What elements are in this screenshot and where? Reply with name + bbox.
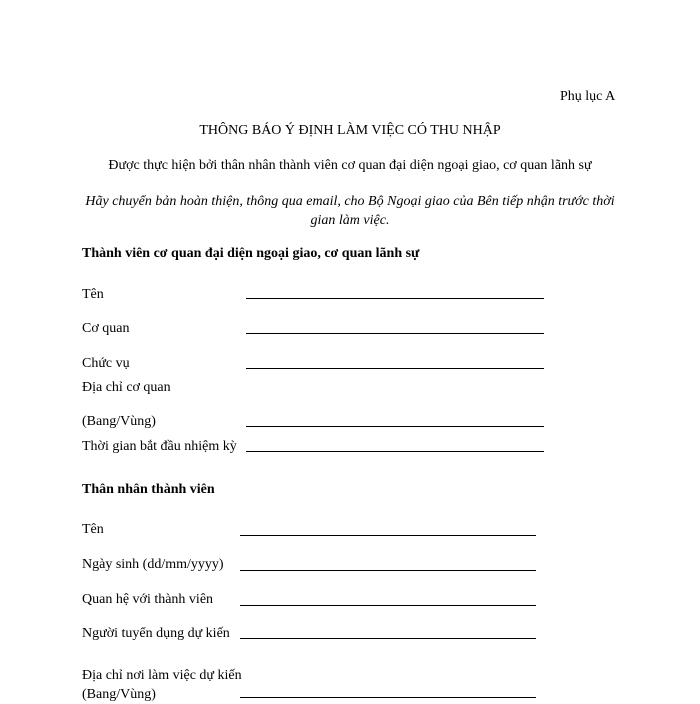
relative-employer-label: Người tuyển dụng dự kiến xyxy=(82,626,230,641)
relative-name-field[interactable] xyxy=(240,535,536,536)
relative-employer-field[interactable] xyxy=(240,638,536,639)
member-address-field[interactable] xyxy=(246,426,544,427)
relative-work-address-field[interactable] xyxy=(240,697,536,698)
member-agency-field[interactable] xyxy=(246,333,544,334)
relative-relation-label: Quan hệ với thành viên xyxy=(82,592,214,607)
member-agency-label: Cơ quan xyxy=(82,321,130,336)
document-title: THÔNG BÁO Ý ĐỊNH LÀM VIỆC CÓ THU NHẬP xyxy=(199,123,501,138)
relative-dob-label: Ngày sinh (dd/mm/yyyy) xyxy=(82,557,224,572)
relative-work-address-label: Địa chỉ nơi làm việc dự kiến (Bang/Vùng) xyxy=(82,668,242,702)
member-section-heading: Thành viên cơ quan đại diện ngoại giao, cơ quan lãnh sự xyxy=(82,246,420,261)
member-name-label: Tên xyxy=(82,287,104,302)
instruction-text: Hãy chuyển bản hoàn thiện, thông qua email, cho Bộ Ngoại giao của Bên tiếp nhận trước thời gian làm việc. xyxy=(85,194,615,228)
member-state-label: (Bang/Vùng) xyxy=(82,414,156,429)
member-start-date-field[interactable] xyxy=(246,451,544,452)
relative-name-label: Tên xyxy=(82,522,104,537)
relative-dob-field[interactable] xyxy=(240,570,536,571)
appendix-label: Phụ lục A xyxy=(560,89,616,104)
member-name-field[interactable] xyxy=(246,298,544,299)
member-position-label: Chức vụ xyxy=(82,356,130,371)
relative-relation-field[interactable] xyxy=(240,605,536,606)
relative-section-heading: Thân nhân thành viên xyxy=(82,482,215,497)
member-address-label: Địa chỉ cơ quan xyxy=(82,380,171,395)
member-start-date-label: Thời gian bắt đầu nhiệm kỳ xyxy=(82,439,237,454)
document-subtitle: Được thực hiện bởi thân nhân thành viên cơ quan đại diện ngoại giao, cơ quan lãnh sự xyxy=(108,158,592,173)
member-position-field[interactable] xyxy=(246,368,544,369)
